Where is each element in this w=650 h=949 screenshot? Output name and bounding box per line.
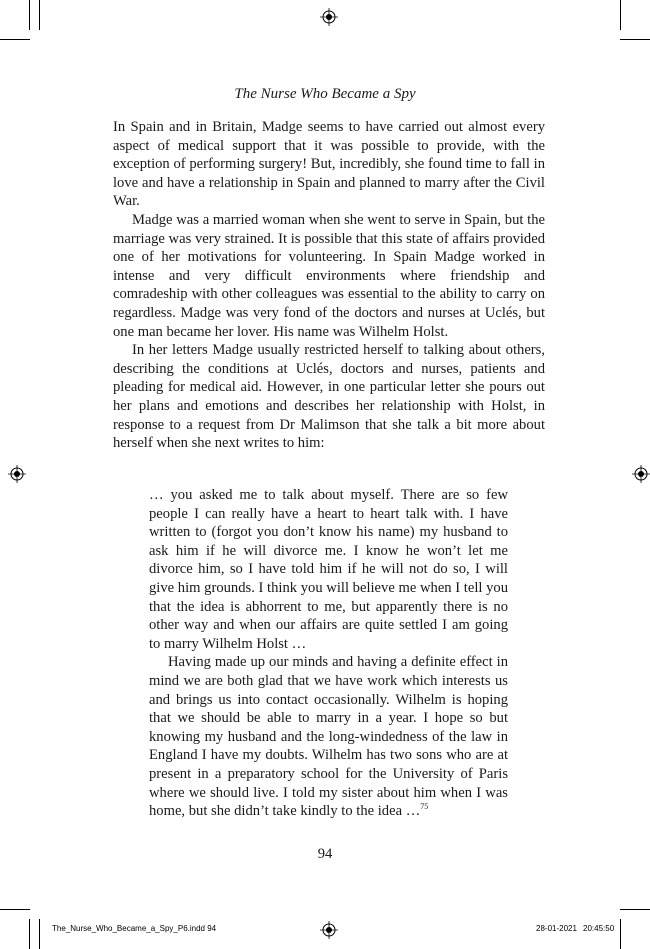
slug-filename: The_Nurse_Who_Became_a_Spy_P6.indd 94 — [52, 924, 217, 933]
paragraph: Madge was a married woman when she went to serve in Spain, but the marriage was very strained. It is possible that this state of affairs provided one of her motivations for volunteering. In Spain Madge worked in intense and very difficult environments where friendship and comradeship with other colleagues was essential to the ability to carry on regardless. Madge was very fond of the doctors and nurses at Uclés, but one man became her lover. His name was Wilhelm Holst. — [113, 211, 545, 340]
page-number: 94 — [317, 846, 333, 862]
crop-mark-top-left-h — [0, 39, 30, 40]
footnote-reference[interactable]: 75 — [420, 802, 429, 812]
crop-mark-bottom-right-h — [620, 909, 650, 910]
quote-paragraph-text: Having made up our minds and having a definite effect in mind we are both glad that we have work which interests us and brings us into contact occasionally. Wilhelm is hoping that we should be able to marry in a year. I hope so but knowing my husband and the long-windedness of the law in England I have my doubts. Wilhelm has two sons who are at present in a preparatory school for the University of Paris where we should live. I told my sister about him when I was home, but she didn’t take kindly to the idea … — [149, 654, 508, 820]
crop-mark-top-left-v2 — [29, 0, 30, 30]
crop-mark-bottom-left-v2 — [29, 919, 30, 949]
paragraph: In her letters Madge usually restricted herself to talking about others, describing the conditions at Uclés, doctors and nurses, patients and pleading for medical aid. However, in one particular letter she pours out her plans and emotions and describes her relationship with Holst, in response to a request from Dr Malimson that she talk a bit more about herself when she next writes to him: — [113, 342, 545, 452]
registration-mark-icon — [632, 465, 650, 483]
registration-mark-icon — [320, 8, 338, 26]
crop-mark-bottom-left-v — [39, 919, 40, 949]
quote-paragraph — [149, 653, 508, 820]
paragraph: In Spain and in Britain, Madge seems to have carried out almost every aspect of medical support that it was possible to provide, with the exception of performing surgery! But, incredibly, she found time to fall in love and have a relationship in Spain and planned to marry after the Civil War. — [113, 119, 545, 210]
crop-mark-bottom-left-h — [0, 909, 30, 910]
block-quote — [149, 486, 508, 821]
body-text — [113, 118, 545, 453]
crop-mark-top-left-v — [39, 0, 40, 30]
registration-mark-icon — [320, 921, 338, 939]
crop-mark-bottom-right-v — [620, 919, 621, 949]
crop-mark-top-right-h — [620, 39, 650, 40]
registration-mark-icon — [8, 465, 26, 483]
crop-mark-top-right-v — [620, 0, 621, 30]
slug-time: 20:45:50 — [583, 924, 615, 933]
running-head: The Nurse Who Became a Spy — [234, 86, 416, 102]
quote-paragraph: … you asked me to talk about myself. There are so few people I can really have a heart to heart talk with. I have written to (forgot you don’t know his name) my husband to ask him if he will divorce me. I know he won’t let me divorce him, so I have told him if he will not do so, I will give him grounds. I think you will believe me when I tell you that the idea is abhorrent to me, but apparently there is no other way and when our affairs are quite settled I am going to marry Wilhelm Holst … — [149, 487, 508, 652]
slug-date: 28-01-2021 — [536, 924, 577, 933]
